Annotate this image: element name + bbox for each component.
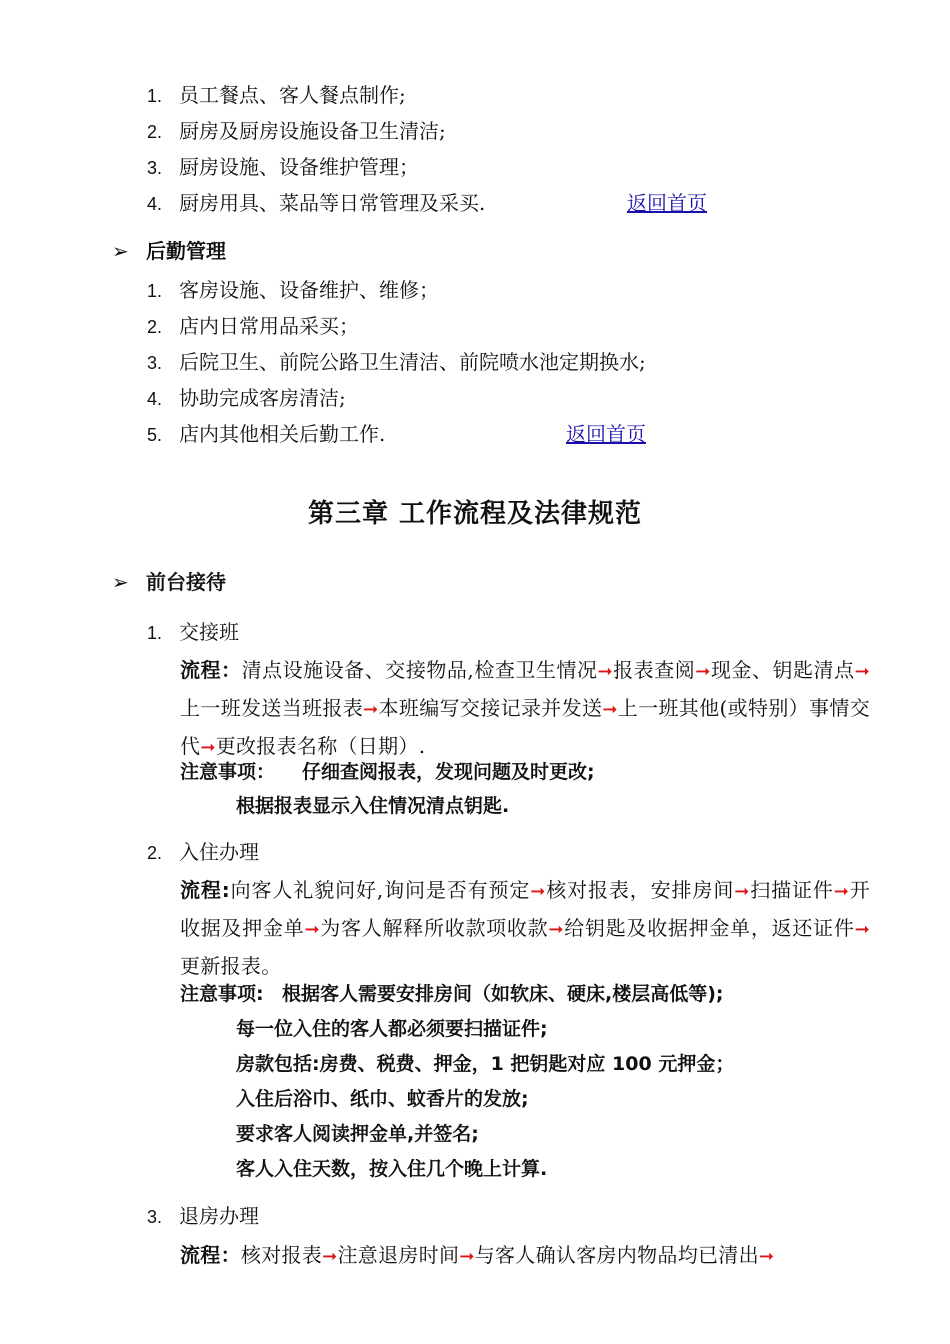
arrow-right-icon: ➞ <box>758 1246 775 1267</box>
process-flow-paragraph <box>180 872 870 984</box>
back-home-link[interactable]: 返回首页 <box>566 422 646 446</box>
flow-step: 开收据及押金单 <box>180 878 871 940</box>
list-item <box>147 152 419 182</box>
arrow-right-icon: ➞ <box>854 919 870 940</box>
process-flow-paragraph <box>180 1237 870 1275</box>
back-home-link[interactable]: 返回首页 <box>627 191 707 215</box>
flow-label: 流程： <box>180 1243 241 1267</box>
list-item <box>147 275 439 305</box>
flow-step: 上一班其他(或特别）事情交代 <box>180 696 871 758</box>
arrow-right-icon: ➞ <box>530 881 546 902</box>
arrow-right-icon: ➞ <box>734 881 750 902</box>
arrow-right-icon: ➞ <box>833 881 850 902</box>
note-item: 要求客人阅读押金单,并签名; <box>236 1123 479 1145</box>
flow-step: 核对报表，安排房间 <box>545 878 735 902</box>
list-text: 厨房用具、菜品等日常管理及采买. <box>179 191 486 215</box>
list-item <box>147 188 485 218</box>
list-text: 厨房及厨房设施设备卫生清洁; <box>179 119 446 143</box>
subsection-heading <box>147 1201 259 1231</box>
flow-step: 现金、钥匙清点 <box>710 658 855 682</box>
arrow-right-icon: ➞ <box>322 1246 338 1267</box>
list-text: 员工餐点、客人餐点制作; <box>179 83 406 107</box>
arrow-right-icon: ➞ <box>854 661 870 682</box>
list-item <box>147 383 346 413</box>
arrow-right-icon: ➞ <box>548 919 564 940</box>
note-item: 每一位入住的客人都必须要扫描证件; <box>236 1018 548 1040</box>
section-heading-logistics <box>112 236 226 266</box>
section-title: 后勤管理 <box>146 239 226 263</box>
section-heading-front-desk <box>112 567 226 597</box>
arrow-right-icon: ➞ <box>200 737 216 758</box>
arrow-right-icon: ➞ <box>602 699 618 720</box>
chapter-title: 第三章 工作流程及法律规范 <box>307 499 643 529</box>
list-item <box>147 116 446 146</box>
list-number: 4. <box>147 194 163 214</box>
arrow-bullet-icon: ➢ <box>112 239 129 263</box>
flow-step: 与客人确认客房内物品均已清出 <box>474 1243 759 1267</box>
flow-step: 更新报表。 <box>180 954 282 978</box>
arrow-bullet-icon: ➢ <box>112 570 129 594</box>
note-item: 根据报表显示入住情况清点钥匙. <box>236 795 510 817</box>
flow-label: 流程： <box>180 658 242 682</box>
list-number: 4. <box>147 389 163 409</box>
subsection-title: 交接班 <box>179 620 239 644</box>
subsection-heading <box>147 617 239 647</box>
list-text: 店内日常用品采买； <box>179 314 359 338</box>
note-item: 入住后浴巾、纸巾、蚊香片的发放; <box>236 1088 529 1110</box>
section-title: 前台接待 <box>146 570 226 594</box>
flow-step: 本班编写交接记录并发送 <box>378 696 603 720</box>
notes-label: 注意事项： <box>180 761 276 783</box>
list-number: 3. <box>147 353 163 373</box>
flow-step: 为客人解释所收款项收款 <box>319 916 549 940</box>
flow-step: 核对报表 <box>240 1243 323 1267</box>
list-text: 厨房设施、设备维护管理； <box>179 155 419 179</box>
flow-step: 报表查阅 <box>612 658 696 682</box>
note-item: 仔细查阅报表，发现问题及时更改; <box>302 761 595 783</box>
flow-step: 上一班发送当班报表 <box>180 696 364 720</box>
list-text: 客房设施、设备维护、维修； <box>179 278 439 302</box>
flow-step: 注意退房时间 <box>337 1243 460 1267</box>
list-number: 1. <box>147 281 163 301</box>
subsection-heading <box>147 837 259 867</box>
arrow-right-icon: ➞ <box>695 661 711 682</box>
list-number: 2. <box>147 122 163 142</box>
list-text: 店内其他相关后勤工作. <box>179 422 386 446</box>
note-item: 房款包括:房费、税费、押金，1 把钥匙对应 100 元押金； <box>236 1053 735 1075</box>
note-item: 根据客人需要安排房间（如软床、硬床,楼层高低等); <box>282 983 724 1005</box>
subsection-title: 入住办理 <box>179 840 259 864</box>
list-number: 3. <box>147 1207 163 1227</box>
list-item <box>147 419 385 449</box>
list-item <box>147 347 646 377</box>
arrow-right-icon: ➞ <box>363 699 379 720</box>
arrow-right-icon: ➞ <box>459 1246 475 1267</box>
flow-label: 流程: <box>180 878 231 902</box>
list-number: 2. <box>147 843 163 863</box>
list-text: 协助完成客房清洁; <box>179 386 346 410</box>
notes-label: 注意事项: <box>180 983 264 1005</box>
list-number: 1. <box>147 86 163 106</box>
flow-step: 给钥匙及收据押金单，返还证件 <box>563 916 855 940</box>
list-number: 5. <box>147 425 163 445</box>
list-item <box>147 80 406 110</box>
list-number: 1. <box>147 623 163 643</box>
list-text: 后院卫生、前院公路卫生清洁、前院喷水池定期换水; <box>179 350 646 374</box>
list-item <box>147 311 359 341</box>
note-item: 客人入住天数，按入住几个晚上计算. <box>236 1158 548 1180</box>
arrow-right-icon: ➞ <box>597 661 613 682</box>
process-flow-paragraph <box>180 652 870 766</box>
arrow-right-icon: ➞ <box>304 919 320 940</box>
list-number: 3. <box>147 158 163 178</box>
list-number: 2. <box>147 317 163 337</box>
flow-step: 清点设施设备、交接物品,检查卫生情况 <box>241 658 598 682</box>
flow-step: 向客人礼貌问好,询问是否有预定 <box>230 878 531 902</box>
subsection-title: 退房办理 <box>179 1204 259 1228</box>
flow-step: 更改报表名称（日期）. <box>215 734 426 758</box>
flow-step: 扫描证件 <box>749 878 834 902</box>
